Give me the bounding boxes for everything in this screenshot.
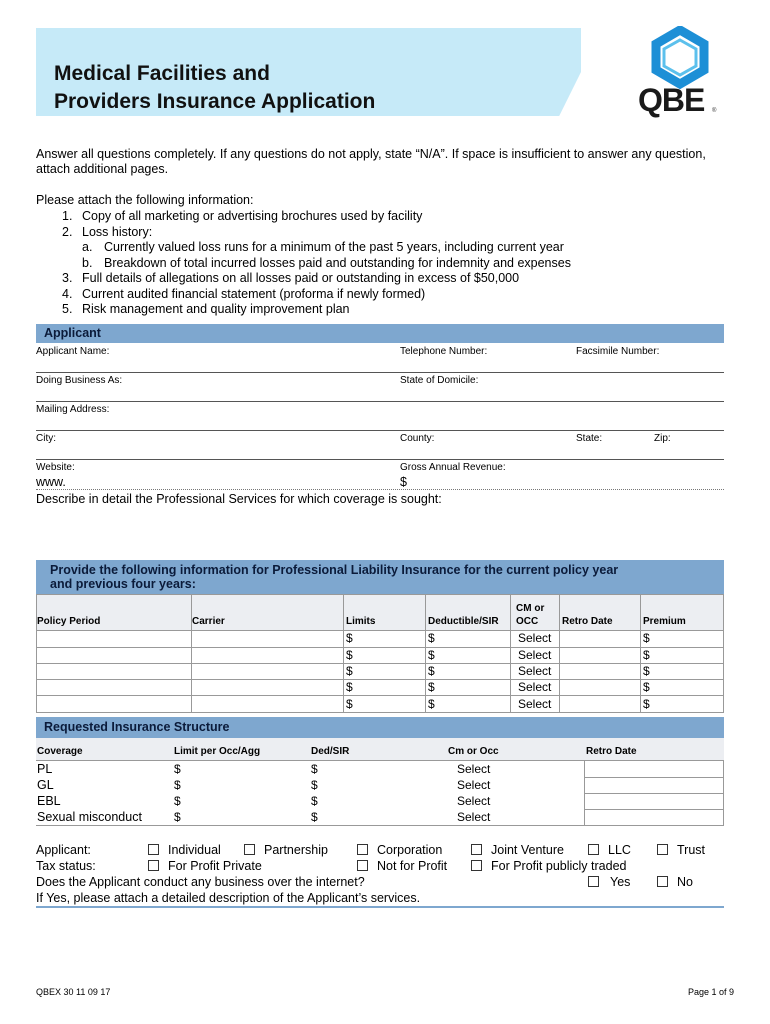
premium-cell[interactable]: $ [643,631,650,645]
llc-checkbox[interactable] [588,844,599,855]
attach-item-text: Current audited financial statement (proforma if newly formed) [82,287,426,301]
grid-line [584,777,724,778]
domicile-label: State of Domicile: [400,375,479,386]
intro-line2: attach additional pages. [36,162,169,176]
limit-cell[interactable]: $ [174,762,181,776]
coverage-label: PL [37,762,53,776]
coverage-label: GL [37,778,54,792]
col-policy-period: Policy Period [37,616,101,627]
divider [36,401,724,402]
corporation-checkbox[interactable] [357,844,368,855]
attach-item-num: 4. [62,287,73,301]
website-field[interactable]: www. [36,475,66,489]
city-label: City: [36,433,56,444]
internet-yes-option: Yes [610,875,631,889]
attach-item-text: Full details of allegations on all losses paid or outstanding in excess of $50,000 [82,271,520,285]
coverage-label: Sexual misconduct [37,810,142,824]
services-description-label: Describe in detail the Professional Services for which coverage is sought: [36,492,442,506]
website-label: Website: [36,462,75,473]
grid-line [343,594,344,712]
county-label: County: [400,433,435,444]
grid-line [36,712,724,713]
joint-venture-checkbox[interactable] [471,844,482,855]
services-description-field[interactable] [36,508,724,556]
attach-item-num: 5. [62,302,73,316]
col-structure-retro: Retro Date [586,746,637,757]
col-limit-per-occ: Limit per Occ/Agg [174,746,261,757]
trust-option: Trust [677,843,706,857]
zip-label: Zip: [654,433,671,444]
limit-cell[interactable]: $ [174,810,181,824]
attach-item-num: 2. [62,225,73,239]
grid-line [559,594,560,712]
applicant-section-header: Applicant [36,324,724,343]
page-number: Page 1 of 9 [687,987,734,997]
document-title-line2: Providers Insurance Application [54,90,376,113]
grid-line [723,594,724,712]
attach-subitem-num: a. [82,240,93,254]
grid-line [36,825,724,826]
revenue-field[interactable]: $ [400,475,407,489]
facsimile-label: Facsimile Number: [576,346,660,357]
col-ded-sir: Ded/SIR [311,746,350,757]
internet-no-option: No [677,875,693,889]
attach-subitem-text: Currently valued loss runs for a minimum of the past 5 years, including current year [104,240,564,254]
state-label: State: [576,433,603,444]
intro-line1: Answer all questions completely. If any questions do not apply, state “N/A”. If space is insufficient to answer any question, [36,147,706,161]
document-title-line1: Medical Facilities and [54,62,270,85]
col-carrier: Carrier [192,616,225,627]
limits-cell[interactable]: $ [346,697,353,711]
facsimile-field[interactable] [576,357,724,371]
partnership-option: Partnership [264,843,328,857]
individual-option: Individual [168,843,221,857]
divider [36,430,724,431]
attach-subitem-text: Breakdown of total incurred losses paid and outstanding for indemnity and expenses [104,256,571,270]
zip-field[interactable] [654,444,724,458]
limit-cell[interactable]: $ [174,794,181,808]
internet-followup: If Yes, please attach a detailed description of the Applicant’s services. [36,891,421,905]
cm-occ-select[interactable]: Select [457,794,491,808]
cm-occ-select[interactable]: Select [518,648,552,662]
pl-history-title-line2: and previous four years: [50,577,196,591]
attach-heading: Please attach the following information: [36,193,254,207]
pl-history-title-line1: Provide the following information for Professional Liability Insurance for the current policy year [50,563,619,577]
attach-item-text: Loss history: [82,225,153,239]
mailing-address-label: Mailing Address: [36,404,110,415]
mailing-address-field[interactable] [36,415,724,429]
cm-occ-select[interactable]: Select [518,697,552,711]
applicant-name-label: Applicant Name: [36,346,110,357]
grid-line [510,594,511,712]
grid-line [36,594,37,712]
ded-cell[interactable]: $ [311,794,318,808]
section-bottom-rule [36,906,724,908]
tax-status-label: Tax status: [36,859,96,873]
premium-cell[interactable]: $ [643,664,650,678]
pl-history-section-header [36,560,724,594]
publicly-traded-option: For Profit publicly traded [491,859,627,873]
limits-cell[interactable]: $ [346,664,353,678]
cm-occ-select[interactable]: Select [518,664,552,678]
not-for-profit-checkbox[interactable] [357,860,368,871]
individual-checkbox[interactable] [148,844,159,855]
grid-line [425,594,426,712]
internet-question: Does the Applicant conduct any business over the internet? [36,875,365,889]
dba-label: Doing Business As: [36,375,123,386]
pl-history-header-row [36,594,724,630]
col-retro-date: Retro Date [562,616,613,627]
grid-line [36,594,724,595]
limits-cell[interactable]: $ [346,648,353,662]
grid-line [584,793,724,794]
grid-line [36,663,724,664]
ded-cell[interactable]: $ [311,810,318,824]
applicant-type-label: Applicant: [36,843,91,857]
limits-cell[interactable]: $ [346,631,353,645]
cm-occ-select[interactable]: Select [457,810,491,824]
grid-line [191,594,192,712]
cm-occ-select[interactable]: Select [457,778,491,792]
col-limits: Limits [346,616,376,627]
publicly-traded-checkbox[interactable] [471,860,482,871]
col-cm-occ-line1: CM or [516,603,545,614]
dba-field[interactable] [36,386,400,400]
deductible-cell[interactable]: $ [428,697,435,711]
premium-cell[interactable]: $ [643,680,650,694]
cm-occ-select[interactable]: Select [518,680,552,694]
grid-line [723,760,724,825]
attach-item-text: Risk management and quality improvement plan [82,302,350,316]
grid-line [36,760,724,761]
col-deductible: Deductible/SIR [428,616,499,627]
for-profit-private-checkbox[interactable] [148,860,159,871]
grid-line [36,695,724,696]
grid-line [36,630,724,631]
not-for-profit-option: Not for Profit [377,859,448,873]
grid-line [36,647,724,648]
partnership-checkbox[interactable] [244,844,255,855]
trust-checkbox[interactable] [657,844,668,855]
registered-mark: ® [712,108,717,114]
attach-subitem-num: b. [82,256,93,270]
internet-no-checkbox[interactable] [657,876,668,887]
form-code: QBEX 30 11 09 17 [36,987,111,997]
col-premium: Premium [643,616,686,627]
structure-section-header: Requested Insurance Structure [36,717,724,738]
llc-option: LLC [608,843,631,857]
state-field[interactable] [576,444,654,458]
premium-cell[interactable]: $ [643,648,650,662]
ded-cell[interactable]: $ [311,778,318,792]
grid-line [584,760,585,825]
deductible-cell[interactable]: $ [428,648,435,662]
applicant-name-field[interactable] [36,357,400,371]
city-field[interactable] [36,444,400,458]
joint-venture-option: Joint Venture [491,843,564,857]
cm-occ-select[interactable]: Select [457,762,491,776]
corporation-option: Corporation [377,843,443,857]
attach-item-num: 1. [62,209,73,223]
col-coverage: Coverage [37,746,83,757]
grid-line [36,679,724,680]
county-field[interactable] [400,444,576,458]
divider [36,372,724,373]
deductible-cell[interactable]: $ [428,631,435,645]
revenue-label: Gross Annual Revenue: [400,462,506,473]
attach-item-text: Copy of all marketing or advertising brochures used by facility [82,209,423,223]
divider [36,489,724,490]
divider [36,459,724,460]
logo-wordmark: QBE [638,82,705,118]
cm-occ-select[interactable]: Select [518,631,552,645]
for-profit-private-option: For Profit Private [168,859,262,873]
deductible-cell[interactable]: $ [428,664,435,678]
premium-cell[interactable]: $ [643,697,650,711]
grid-line [640,594,641,712]
col-cm-occ-line2: OCC [516,616,539,627]
attach-item-num: 3. [62,271,73,285]
deductible-cell[interactable]: $ [428,680,435,694]
internet-yes-checkbox[interactable] [588,876,599,887]
domicile-field[interactable] [400,386,724,400]
coverage-label: EBL [37,794,61,808]
col-cm-or-occ: Cm or Occ [448,746,499,757]
grid-line [584,809,724,810]
limits-cell[interactable]: $ [346,680,353,694]
ded-cell[interactable]: $ [311,762,318,776]
telephone-label: Telephone Number: [400,346,488,357]
limit-cell[interactable]: $ [174,778,181,792]
telephone-field[interactable] [400,357,576,371]
